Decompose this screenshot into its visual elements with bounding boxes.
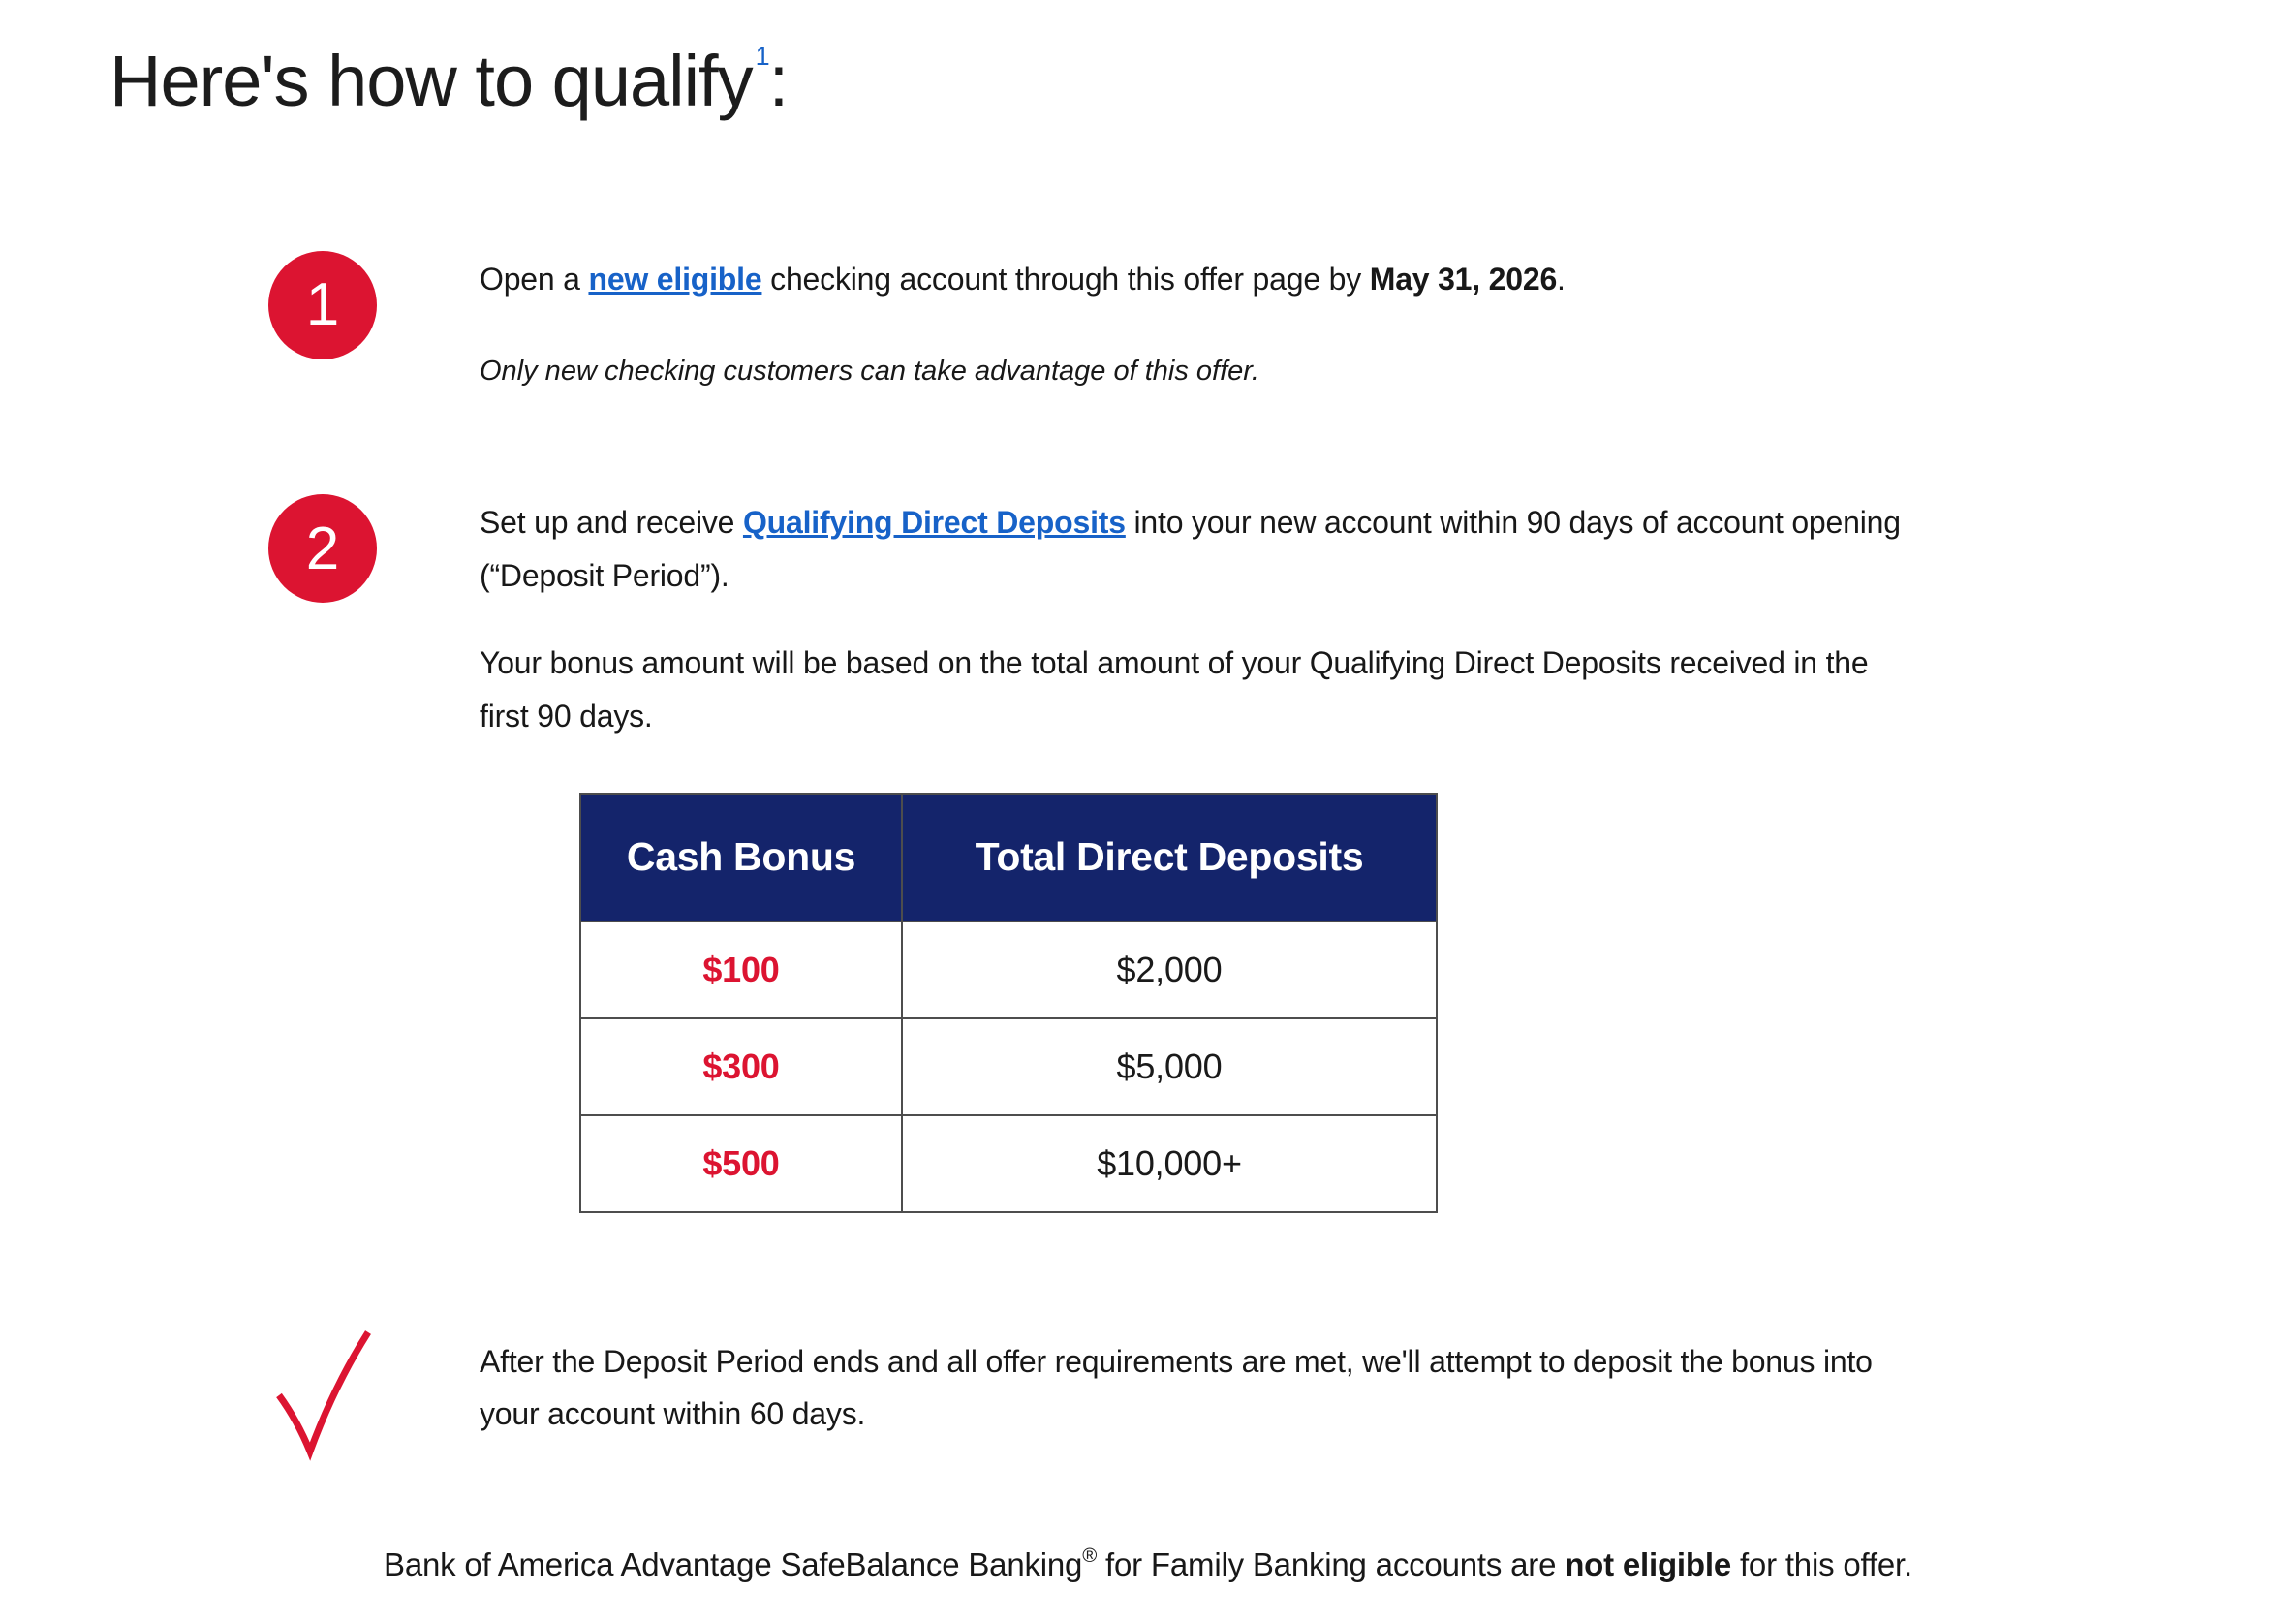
deposit-cell: $2,000 bbox=[902, 921, 1437, 1018]
registered-trademark-symbol: ® bbox=[1082, 1545, 1098, 1568]
checkmark-icon bbox=[268, 1326, 377, 1461]
bonus-cell: $300 bbox=[580, 1018, 902, 1115]
step-3-body bbox=[480, 1329, 1908, 1441]
bonus-cell: $500 bbox=[580, 1115, 902, 1212]
page-title-colon: : bbox=[768, 41, 789, 121]
bonus-explanation-text: Your bonus amount will be based on the total amount of your Qualifying Direct Deposits received in the first 90 days. bbox=[480, 645, 1869, 734]
step-2-text bbox=[480, 496, 1908, 602]
step-2-text-segment: Set up and receive bbox=[480, 505, 743, 541]
disclaimer-not-eligible: not eligible bbox=[1565, 1546, 1731, 1583]
disclaimer-segment: for this offer. bbox=[1730, 1546, 1912, 1583]
step-1-text-segment: . bbox=[1557, 261, 1566, 297]
table-row bbox=[580, 1018, 1437, 1115]
step-1-body bbox=[480, 247, 1566, 396]
step-3-text: After the Deposit Period ends and all offer requirements are met, we'll attempt to deposit the bonus into your account within 60 days. bbox=[480, 1344, 1873, 1432]
step-1-text-segment: checking account through this offer page by bbox=[761, 261, 1370, 297]
table-header-total-deposits: Total Direct Deposits bbox=[902, 794, 1437, 921]
bonus-table bbox=[579, 793, 1438, 1213]
step-2-badge: 2 bbox=[268, 494, 377, 603]
deposit-cell: $10,000+ bbox=[902, 1115, 1437, 1212]
deposit-cell: $5,000 bbox=[902, 1018, 1437, 1115]
footnote-1-link[interactable]: 1 bbox=[755, 42, 769, 71]
offer-qualify-section bbox=[0, 39, 2296, 1624]
new-eligible-link[interactable]: new eligible bbox=[588, 261, 762, 297]
step-1-text-segment: Open a bbox=[480, 261, 589, 297]
page-title-text: Here's how to qualify bbox=[109, 41, 753, 121]
page-title bbox=[109, 39, 2296, 125]
table-row bbox=[580, 921, 1437, 1018]
step-2 bbox=[0, 490, 2296, 1213]
table-header-cash-bonus: Cash Bonus bbox=[580, 794, 902, 921]
bonus-table-header-row bbox=[580, 794, 1437, 921]
step-3 bbox=[0, 1329, 2296, 1461]
step-1 bbox=[0, 247, 2296, 396]
qualifying-direct-deposits-link[interactable]: Qualifying Direct Deposits bbox=[742, 505, 1126, 541]
step-1-badge: 1 bbox=[268, 251, 377, 359]
step-2-body bbox=[480, 490, 1908, 1213]
step-1-text bbox=[480, 253, 1566, 305]
table-row bbox=[580, 1115, 1437, 1212]
step-2-text-segment: into your new account within 90 days of account opening (“Deposit Period”). bbox=[480, 505, 1901, 593]
step-1-note: Only new checking customers can take advantage of this offer. bbox=[480, 356, 1259, 388]
disclaimer-segment: for Family Banking accounts are bbox=[1097, 1546, 1566, 1583]
disclaimer-segment: Bank of America Advantage SafeBalance Banking bbox=[384, 1546, 1083, 1583]
offer-deadline: May 31, 2026 bbox=[1369, 261, 1558, 297]
eligibility-disclaimer bbox=[0, 1545, 2296, 1583]
bonus-cell: $100 bbox=[580, 921, 902, 1018]
